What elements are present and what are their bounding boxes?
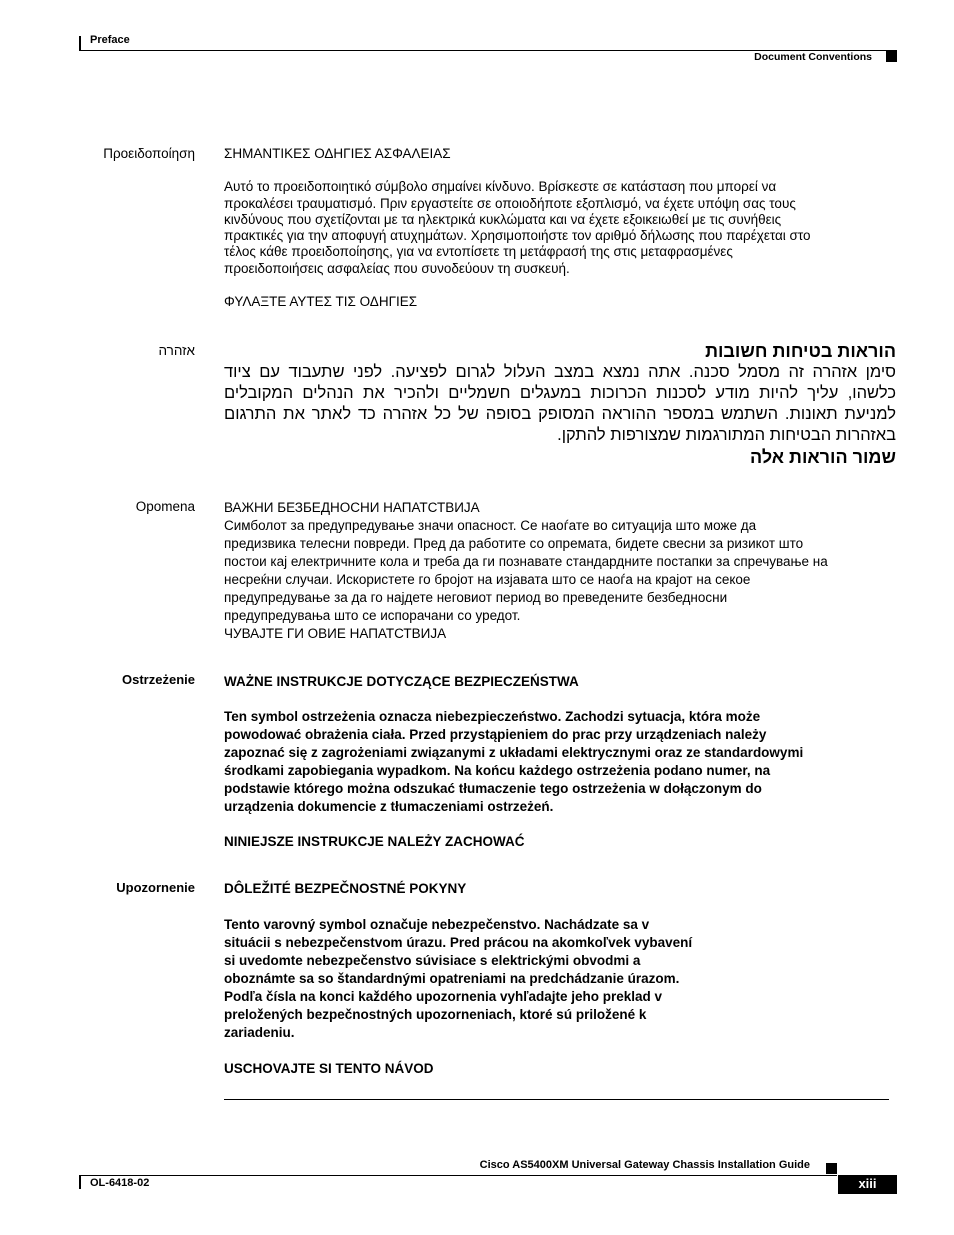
warning-label-slovak: Upozornenie [116,880,195,895]
warning-body-line: podstawie którego można odszukać tłumaczenie tego ostrzeżenia w dołączonym do [224,781,762,796]
warning-body-line: Ten symbol ostrzeżenia oznacza niebezpieczeństwo. Zachodzi sytuacja, która może [224,709,761,724]
warning-body-line: τέλος κάθε προειδοποίησης, για να εντοπίσετε τη μετάφρασή της στις μεταφρασμένες [224,244,733,260]
warning-body-line: zariadeniu. [224,1025,295,1040]
warning-block-macedonian [224,499,896,643]
warning-footer: שמור הוראות אלה [750,447,896,467]
footer-rule [79,1175,837,1176]
warning-body [224,708,896,816]
header-marker-square [886,51,897,62]
header-subsection-title: Document Conventions [754,51,872,63]
warning-footer: USCHOVAJTE SI TENTO NÁVOD [224,1061,434,1076]
warning-body-line: preložených bezpečnostných upozorneniach, ktoré sú priložené k [224,1007,647,1022]
warning-body [224,916,896,1042]
warning-body-line: si uvedomte nebezpečenstvo súvisiace s elektrickými obvodmi a [224,953,641,968]
warning-body-line: oboznámte sa so štandardnými opatreniami na predchádzanie úrazom. [224,971,680,986]
warning-body [224,362,896,446]
warning-body-line: κινδύνους που σχετίζονται με τα ηλεκτρικά κυκλώματα και να έχετε εξοικειωθεί με τις συνήθεις [224,211,782,227]
footer-marker-square [826,1163,837,1174]
warning-body-line: προκαλέσει τραυματισμό. Πριν εργαστείτε σε οποιοδήποτε εξοπλισμό, να έχετε υπόψη σας τους [224,195,796,211]
header-section-title: Preface [90,34,130,46]
warning-body [224,517,896,625]
warning-body-line: Симболот за предупредување значи опасност. Се наоѓате во ситуација што може да [224,518,757,533]
warning-block-polish [224,673,896,851]
warning-title: ΣΗΜΑΝΤΙΚΕΣ ΟΔΗΓΙΕΣ ΑΣΦΑΛΕΙΑΣ [224,146,451,161]
warning-label-greek: Προειδοποίηση [103,146,195,161]
warning-title: DÔLEŽITÉ BEZPEČNOSTNÉ POKYNY [224,881,467,896]
warning-body-line: постои кај електричните кола и треба да ги познавате стандардните постапки за спречување на [224,554,828,569]
warning-body-line: סימן אזהרה זה מסמל סכנה. אתה נמצא במצב העלול לגרום לפציעה. לפני שתעבוד עם ציוד [224,363,896,381]
footer-doc-number: OL-6418-02 [90,1177,150,1189]
warning-body-line: предупредувања што се испорачани со уредот. [224,608,521,623]
warning-title: WAŻNE INSTRUKCJE DOTYCZĄCE BEZPIECZEŃSTWA [224,674,579,689]
warning-body-line: предупредување за да го најдете неговиот период во преведените безбедносни [224,590,728,605]
warning-label-hebrew: אזהרה [158,343,195,358]
footer-page-number: xiii [858,1176,877,1191]
warning-body-line: środkami zapobiegania wypadkom. Na końcu każdego ostrzeżenia podano numer, na [224,763,771,778]
warning-body-line: situácii s nebezpečenstvom úrazu. Pred prácou na akomkoľvek vybavení [224,935,693,950]
warning-title: הוראות בטיחות חשובות [705,341,896,361]
warning-footer: NINIEJSZE INSTRUKCJE NALEŻY ZACHOWAĆ [224,834,525,849]
warning-block-greek [224,146,896,310]
warning-label-polish: Ostrzeżenie [122,672,195,687]
warning-label-macedonian: Opomena [135,499,195,514]
warning-block-hebrew [224,340,896,468]
warning-body-line: несреќни случаи. Искористете го бројот на изјавата што се наоѓа на крајот на секое [224,572,751,587]
warning-footer: ЧУВАЈТЕ ГИ ОВИЕ НАПАТСТВИЈА [224,626,447,641]
warning-body-line: powodować obrażenia ciała. Przed przystąpieniem do prac przy urządzeniach należy [224,727,767,742]
warning-footer: ΦΥΛΑΞΤΕ ΑΥΤΕΣ ΤΙΣ ΟΔΗΓΙΕΣ [224,294,418,310]
warning-body-line: Tento varovný symbol označuje nebezpečenstvo. Nachádzate sa v [224,917,650,932]
warning-body-line: Podľa čísla na konci každého upozornenia vyhľadajte jeho preklad v [224,989,663,1004]
warning-title: ВАЖНИ БЕЗБЕДНОСНИ НАПАТСТВИЈА [224,500,480,515]
warning-body-line: предизвика телесни повреди. Пред да работите со опремата, бидете свесни за ризикот што [224,536,804,551]
warning-body-line: urządzenia dokumencie z tłumaczeniami ostrzeżeń. [224,799,554,814]
warning-body-line: προειδοποιήσεις ασφαλείας που συνοδεύουν τη συσκευή. [224,260,570,276]
warning-body-line: Αυτό το προειδοποιητικό σύμβολο σημαίνει κίνδυνο. Βρίσκεστε σε κατάσταση που μπορεί να [224,179,777,195]
footer-left-bar [79,1175,81,1189]
warning-body [224,179,896,277]
warning-body-line: כלשהו, עליך להיות מודע לסכנות הכרוכות במעגלים חשמליים ולהכיר את הנהלים המקובלים [224,384,896,402]
warning-body-line: πρακτικές για την αποφυγή ατυχημάτων. Χρησιμοποιήστε τον αριθμό δήλωσης που παρέχεται στο [224,228,811,244]
warning-body-line: באזהרות הבטיחות המתורגמות שמצורפות להתקן. [557,426,896,444]
warning-block-slovak [224,880,896,1078]
warning-body-line: למניעת תאונות. השתמש במספר ההוראה המסופק בסופה של כל אזהרה כד לאתר את התרגום [224,405,896,423]
header-left-bar [79,36,81,50]
footer-guide-title: Cisco AS5400XM Universal Gateway Chassis Installation Guide [479,1159,810,1171]
section-end-rule [224,1099,889,1100]
warning-body-line: zapoznać się z zagrożeniami związanymi z układami elektrycznymi oraz ze standardowymi [224,745,804,760]
